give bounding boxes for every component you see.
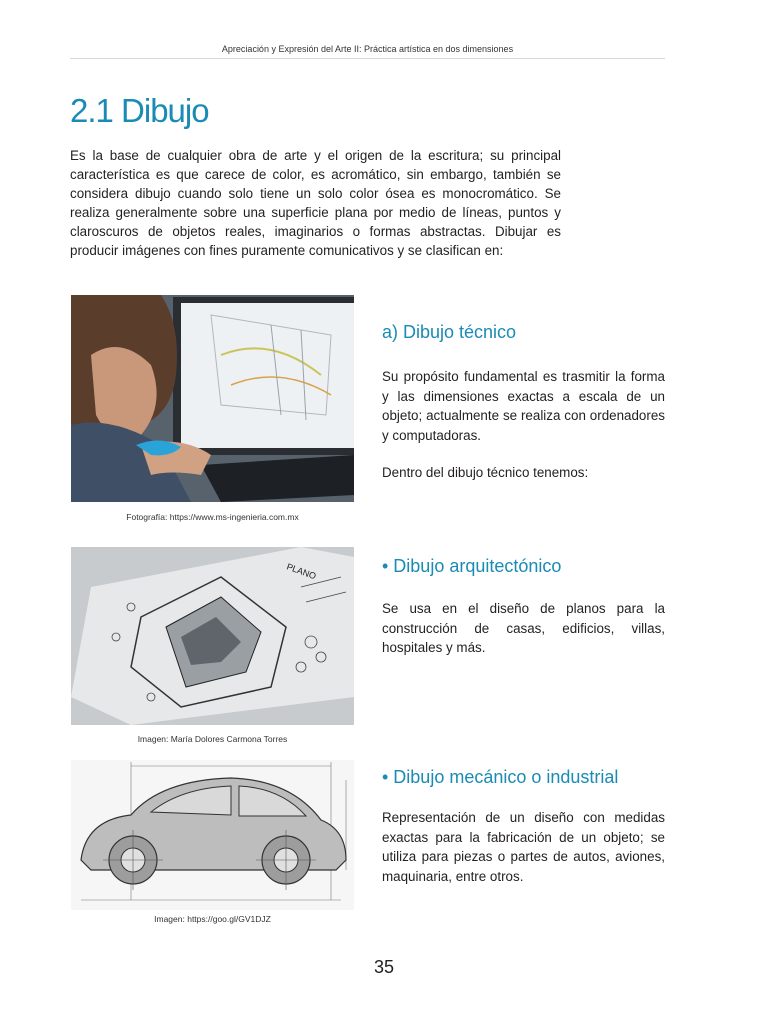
dibujo-mecanico-text: Representación de un diseño con medidas exactas para la fabricación de un objeto; se utiliza para piezas o partes de autos, aviones, maquinaria, entre otros. (382, 810, 665, 884)
page-title: 2.1 Dibujo (70, 92, 209, 129)
heading-dibujo-mecanico: • Dibujo mecánico o industrial (382, 767, 619, 787)
header-divider (70, 58, 665, 59)
dibujo-tecnico-subtext: Dentro del dibujo técnico tenemos: (382, 465, 589, 480)
photo-caption-1: Fotografía: https://www.ms-ingenieria.com.mx (126, 512, 299, 522)
intro-paragraph: Es la base de cualquier obra de arte y el origen de la escritura; su principal característica es que carece de color, es acromático, sin embargo, también se considera dibujo cuando solo tiene un solo color ósea es monocromático. Se realiza generalmente sobre una superficie plana por medio de líneas, puntos y claroscuros de objetos reales, imaginarios o formas abstractas. Dibujar es producir imágenes con fines puramente comunicativos y se clasifican en: (70, 148, 561, 258)
photo-caption-2: Imagen: María Dolores Carmona Torres (137, 734, 288, 744)
heading-dibujo-tecnico: a) Dibujo técnico (382, 322, 517, 342)
page-number: 35 (373, 957, 395, 977)
dibujo-arquitectonico-text: Se usa en el diseño de planos para la construcción de casas, edificios, villas, hospitales y más. (382, 601, 665, 655)
svg-text:PLANO: PLANO (285, 561, 318, 582)
dibujo-tecnico-text: Su propósito fundamental es trasmitir la forma y las dimensiones exactas a escala de un objeto; actualmente se realiza con ordenadores y computadoras. (382, 369, 665, 443)
technical-drawing-photo (71, 295, 354, 502)
heading-dibujo-arquitectonico: • Dibujo arquitectónico (382, 556, 562, 576)
running-header: Apreciación y Expresión del Arte II: Práctica artística en dos dimensiones (221, 44, 514, 54)
photo-caption-3: Imagen: https://goo.gl/GV1DJZ (154, 914, 271, 924)
mechanical-drawing-image (71, 760, 354, 910)
architectural-plan-photo (71, 547, 354, 725)
